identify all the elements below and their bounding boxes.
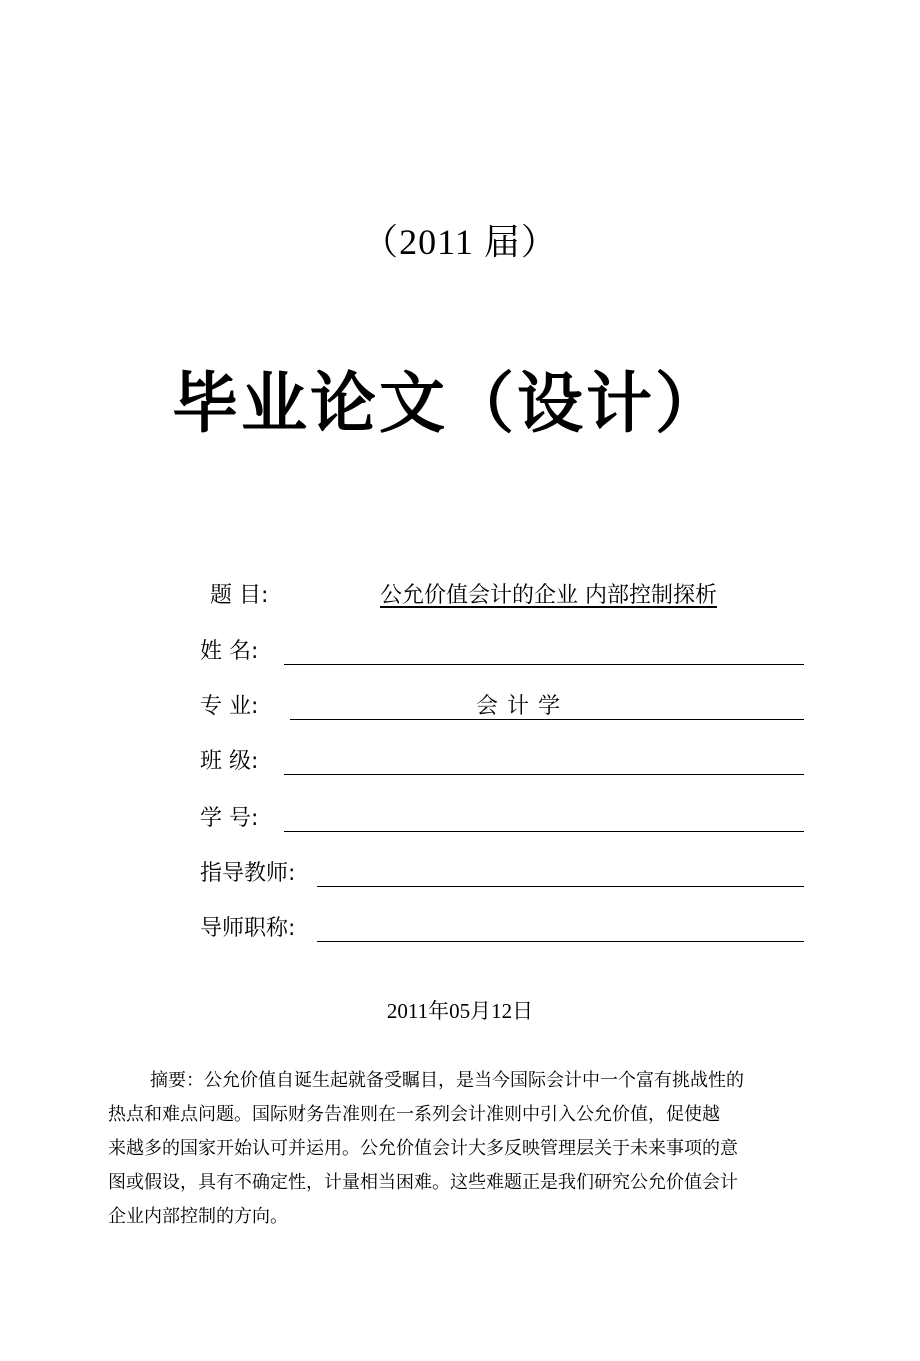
- advisor-title-row: [200, 913, 810, 945]
- document-title: 毕业论文（设计）: [172, 365, 724, 442]
- advisor-label: 指导教师:: [200, 861, 296, 886]
- topic-value: 公允价值会计的企业 内部控制探析: [380, 583, 717, 608]
- topic-label: 题 目:: [210, 583, 269, 608]
- class-row: [200, 746, 810, 778]
- student-id-field-line: [284, 831, 804, 832]
- topic-row: [210, 580, 810, 612]
- submission-date: 2011年05月12日: [386, 999, 534, 1023]
- name-field-line: [284, 664, 804, 665]
- abstract-line: 企业内部控制的方向。: [108, 1206, 288, 1227]
- advisor-field-line: [317, 886, 804, 887]
- advisor-title-label: 导师职称:: [200, 916, 296, 941]
- abstract-paragraph: [108, 1064, 798, 1234]
- class-label: 班 级:: [200, 749, 259, 774]
- advisor-title-field-line: [317, 941, 804, 942]
- abstract-line: 摘要：公允价值自诞生起就备受瞩目，是当今国际会计中一个富有挑战性的: [150, 1070, 744, 1091]
- abstract-line: 来越多的国家开始认可并运用。公允价值会计大多反映管理层关于未来事项的意: [108, 1138, 738, 1159]
- name-row: [200, 636, 810, 668]
- student-id-row: [200, 803, 810, 835]
- abstract-line: 热点和难点问题。国际财务告准则在一系列会计准则中引入公允价值，促使越: [108, 1104, 720, 1125]
- graduation-year: （2011 届）: [362, 222, 558, 262]
- advisor-row: [200, 858, 810, 890]
- student-id-label: 学 号:: [200, 806, 259, 831]
- major-label: 专 业:: [200, 694, 259, 719]
- abstract-line: 图或假设，具有不确定性，计量相当困难。这些难题正是我们研究公允价值会计: [108, 1172, 738, 1193]
- major-row: [200, 691, 810, 723]
- major-value: 会 计 学: [476, 694, 561, 719]
- class-field-line: [284, 774, 804, 775]
- name-label: 姓 名:: [200, 639, 259, 664]
